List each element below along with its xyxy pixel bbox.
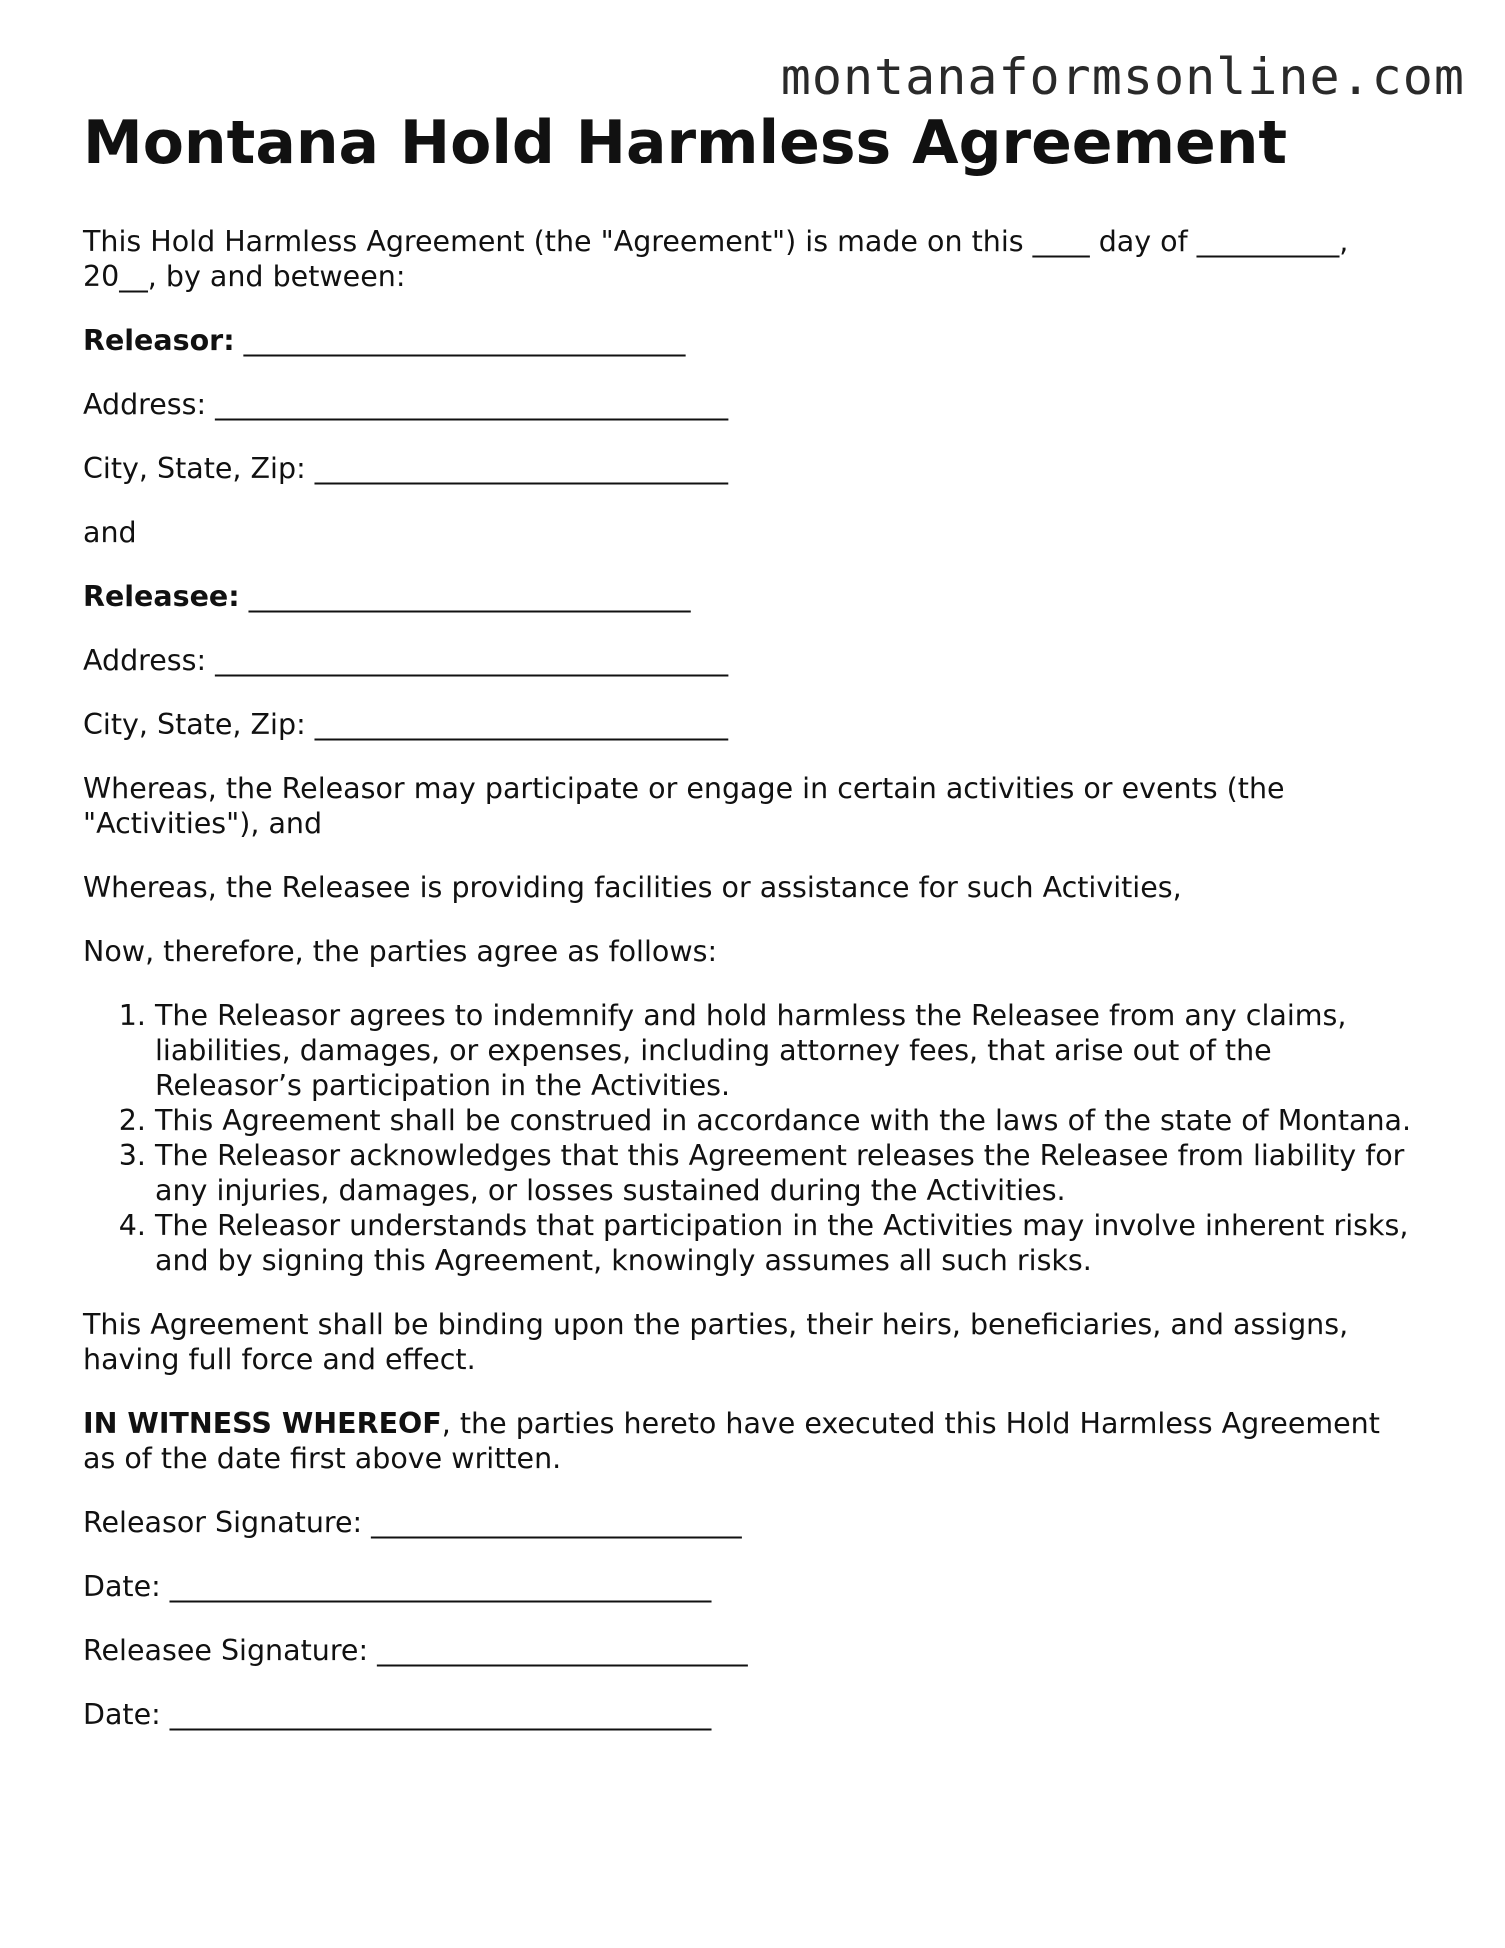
releasor-name-field[interactable]: _______________________________ [243, 324, 686, 357]
releasee-line [83, 579, 1413, 614]
releasor-line [83, 323, 1413, 358]
intro-paragraph: This Hold Harmless Agreement (the "Agreement") is made on this ____ day of __________, 20__, by and between: [83, 225, 1349, 293]
releasee-address-field[interactable]: Address: ____________________________________ [83, 644, 729, 677]
releasor-address-field[interactable]: Address: ____________________________________ [83, 388, 729, 421]
releasor-date-field[interactable]: Date: ______________________________________ [83, 1570, 712, 1603]
witness-paragraph [83, 1406, 1413, 1476]
releasee-date-field[interactable]: Date: ______________________________________ [83, 1698, 712, 1731]
term-item: 2. This Agreement shall be construed in accordance with the laws of the state of Montana. [155, 1103, 1413, 1138]
releasee-label: Releasee: [83, 580, 240, 613]
whereas-activities-paragraph: Whereas, the Releasor may participate or engage in certain activities or events (the "Activities"), and [83, 772, 1285, 840]
releasee-signature-field[interactable]: Releasee Signature: __________________________ [83, 1634, 748, 1667]
releasor-city-state-zip-field[interactable]: City, State, Zip: _____________________________ [83, 452, 728, 485]
and-separator: and [83, 516, 137, 549]
document-page [83, 106, 1413, 1761]
binding-paragraph: This Agreement shall be binding upon the parties, their heirs, beneficiaries, and assigns, having full force and effect. [83, 1308, 1349, 1376]
witness-heading: IN WITNESS WHEREOF [83, 1407, 442, 1440]
terms-list [83, 998, 1413, 1278]
watermark-site-name: montanaformsonline.com [780, 48, 1465, 106]
releasee-city-state-zip-field[interactable]: City, State, Zip: _____________________________ [83, 708, 728, 741]
witness-text: , the parties hereto have executed this Hold Harmless Agreement as of the date first above written. [83, 1407, 1380, 1475]
releasor-label: Releasor: [83, 324, 235, 357]
term-item: 1. The Releasor agrees to indemnify and hold harmless the Releasee from any claims, liabilities, damages, or expenses, including attorney fees, that arise out of the Releasor’s participation in the Activities. [155, 998, 1413, 1103]
document-title: Montana Hold Harmless Agreement [83, 108, 1288, 178]
releasor-signature-field[interactable]: Releasor Signature: __________________________ [83, 1506, 742, 1539]
now-therefore-paragraph: Now, therefore, the parties agree as follows: [83, 935, 718, 968]
term-item: 4. The Releasor understands that participation in the Activities may involve inherent risks, and by signing this Agreement, knowingly assumes all such risks. [155, 1208, 1413, 1278]
term-item: 3. The Releasor acknowledges that this Agreement releases the Releasee from liability for any injuries, damages, or losses sustained during the Activities. [155, 1138, 1413, 1208]
releasee-name-field[interactable]: _______________________________ [248, 580, 691, 613]
whereas-facilities-paragraph: Whereas, the Releasee is providing facilities or assistance for such Activities, [83, 871, 1182, 904]
